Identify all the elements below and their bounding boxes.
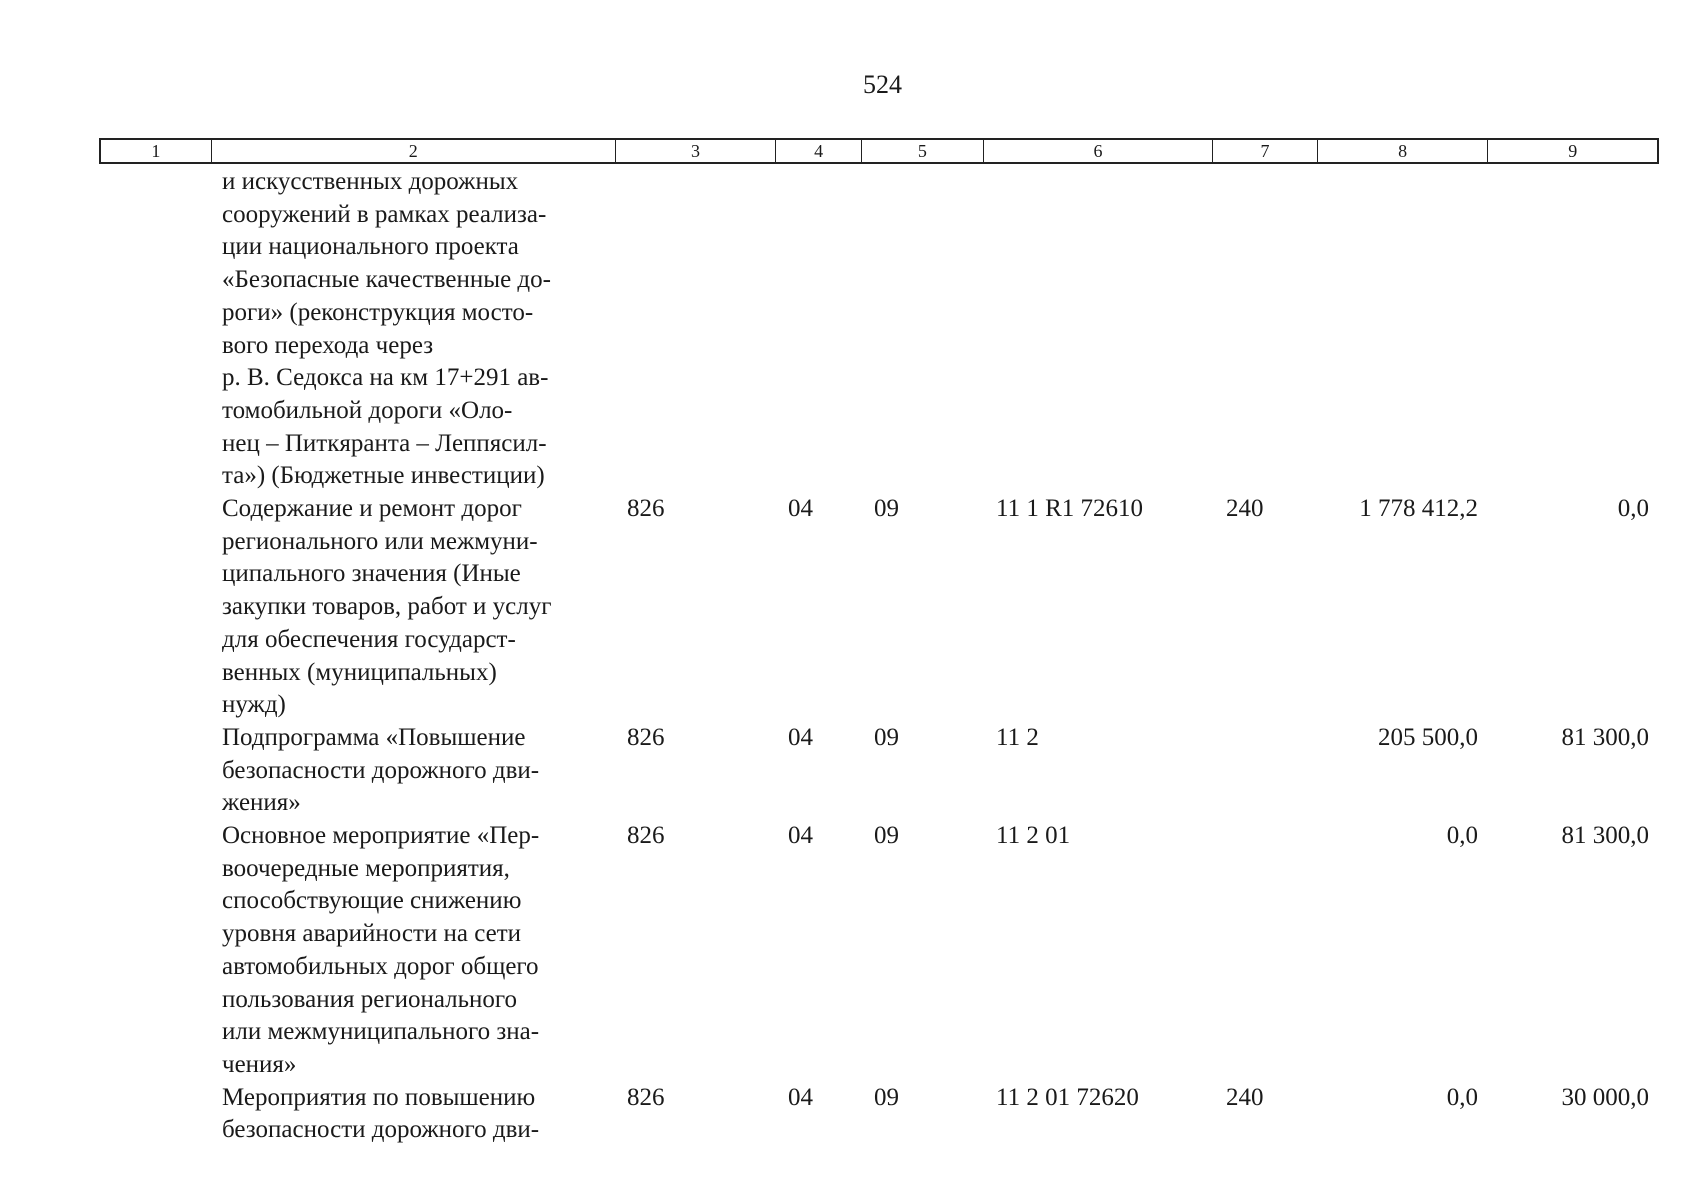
row-amount-col8: 0,0 <box>1446 822 1478 850</box>
row-target-article: 11 1 R1 72610 <box>996 495 1143 523</box>
row-admin-code: 826 <box>627 495 665 523</box>
row-admin-code: 826 <box>627 1083 665 1111</box>
row-description <box>210 1082 615 1147</box>
description-line: чения» <box>222 1050 297 1078</box>
description-line: жения» <box>222 789 301 817</box>
row-section: 04 <box>788 495 813 523</box>
description-line: Подпрограмма «Повышение <box>222 723 526 751</box>
page-number: 524 <box>863 70 902 99</box>
description-line: вого перехода через <box>222 331 434 359</box>
row-target-article: 11 2 <box>996 723 1039 751</box>
description-line: Мероприятия по повышению <box>222 1083 536 1111</box>
row-admin-code: 826 <box>627 723 665 751</box>
header-cell-9: 9 <box>1568 141 1578 161</box>
description-line: безопасности дорожного дви- <box>222 756 540 784</box>
description-line: регионального или межмуни- <box>222 527 538 555</box>
row-target-article <box>984 166 1214 493</box>
description-line: ции национального проекта <box>222 233 519 261</box>
row-cell-col1 <box>99 166 210 493</box>
row-amount-col8 <box>1319 166 1490 493</box>
row-section: 04 <box>788 1083 813 1111</box>
table-row <box>99 820 1659 1082</box>
description-line: «Безопасные качественные до- <box>222 266 551 294</box>
description-line: томобильной дороги «Оло- <box>222 396 513 424</box>
description-line: пользования регионального <box>222 985 518 1013</box>
description-line: роги» (реконструкция мосто- <box>222 298 534 326</box>
table-header-row <box>99 138 1659 164</box>
table-row <box>99 722 1659 820</box>
description-line: нужд) <box>222 691 286 719</box>
row-expense-type <box>1214 722 1319 820</box>
row-amount-col9: 0,0 <box>1617 495 1649 523</box>
description-line: закупки товаров, работ и услуг <box>222 593 552 621</box>
description-line: та») (Бюджетные инвестиции) <box>222 462 545 490</box>
description-line: р. В. Седокса на км 17+291 ав- <box>222 364 549 392</box>
description-line: Содержание и ремонт дорог <box>222 495 522 523</box>
row-subsection: 09 <box>874 495 899 523</box>
row-cell-col1 <box>99 1082 210 1147</box>
row-amount-col8: 205 500,0 <box>1378 723 1478 751</box>
row-amount-col8: 1 778 412,2 <box>1359 495 1478 523</box>
row-cell-col1 <box>99 493 210 722</box>
row-subsection: 09 <box>874 822 899 850</box>
header-cell-3: 3 <box>616 140 777 162</box>
description-line: венных (муниципальных) <box>222 658 497 686</box>
row-amount-col9: 30 000,0 <box>1561 1083 1649 1111</box>
row-description <box>210 493 615 722</box>
row-amount-col9 <box>1490 166 1659 493</box>
row-expense-type <box>1214 166 1319 493</box>
description-line: уровня аварийности на сети <box>222 920 522 948</box>
row-expense-type: 240 <box>1226 495 1264 523</box>
row-description <box>210 722 615 820</box>
row-description <box>210 166 615 493</box>
row-section: 04 <box>788 723 813 751</box>
description-line: для обеспечения государст- <box>222 625 516 653</box>
row-amount-col9: 81 300,0 <box>1561 822 1649 850</box>
row-subsection <box>862 166 984 493</box>
row-subsection: 09 <box>874 1083 899 1111</box>
row-cell-col1 <box>99 820 210 1082</box>
header-cell-5: 5 <box>862 140 984 162</box>
row-amount-col9: 81 300,0 <box>1561 723 1649 751</box>
description-line: или межмуниципального зна- <box>222 1018 540 1046</box>
header-cell-6: 6 <box>984 140 1213 162</box>
header-cell-1: 1 <box>101 140 212 162</box>
description-line: ципального значения (Иные <box>222 560 521 588</box>
row-amount-col8: 0,0 <box>1446 1083 1478 1111</box>
description-line: Основное мероприятие «Пер- <box>222 822 540 850</box>
row-expense-type: 240 <box>1226 1083 1264 1111</box>
description-line: и искусственных дорожных <box>222 168 519 195</box>
description-line: безопасности дорожного дви- <box>222 1116 540 1144</box>
row-section: 04 <box>788 822 813 850</box>
row-admin-code: 826 <box>627 822 665 850</box>
row-expense-type <box>1214 820 1319 1082</box>
description-line: автомобильных дорог общего <box>222 952 539 980</box>
header-cell-8: 8 <box>1318 140 1489 162</box>
description-line: сооружений в рамках реализа- <box>222 200 547 228</box>
row-cell-col1 <box>99 722 210 820</box>
row-target-article: 11 2 01 72620 <box>996 1083 1139 1111</box>
header-cell-2: 2 <box>212 140 616 162</box>
table-row <box>99 493 1659 722</box>
header-cell-4: 4 <box>776 140 862 162</box>
row-admin-code <box>615 166 776 493</box>
description-line: нец – Питкяранта – Леппясил- <box>222 429 547 457</box>
row-subsection: 09 <box>874 723 899 751</box>
description-line: способствующие снижению <box>222 887 522 915</box>
row-target-article: 11 2 01 <box>996 822 1071 850</box>
table-row <box>99 1082 1659 1147</box>
row-section <box>776 166 862 493</box>
header-cell-7: 7 <box>1213 140 1318 162</box>
table-row <box>99 166 1659 493</box>
table-body <box>99 166 1659 1147</box>
description-line: воочередные мероприятия, <box>222 854 510 882</box>
row-description <box>210 820 615 1082</box>
